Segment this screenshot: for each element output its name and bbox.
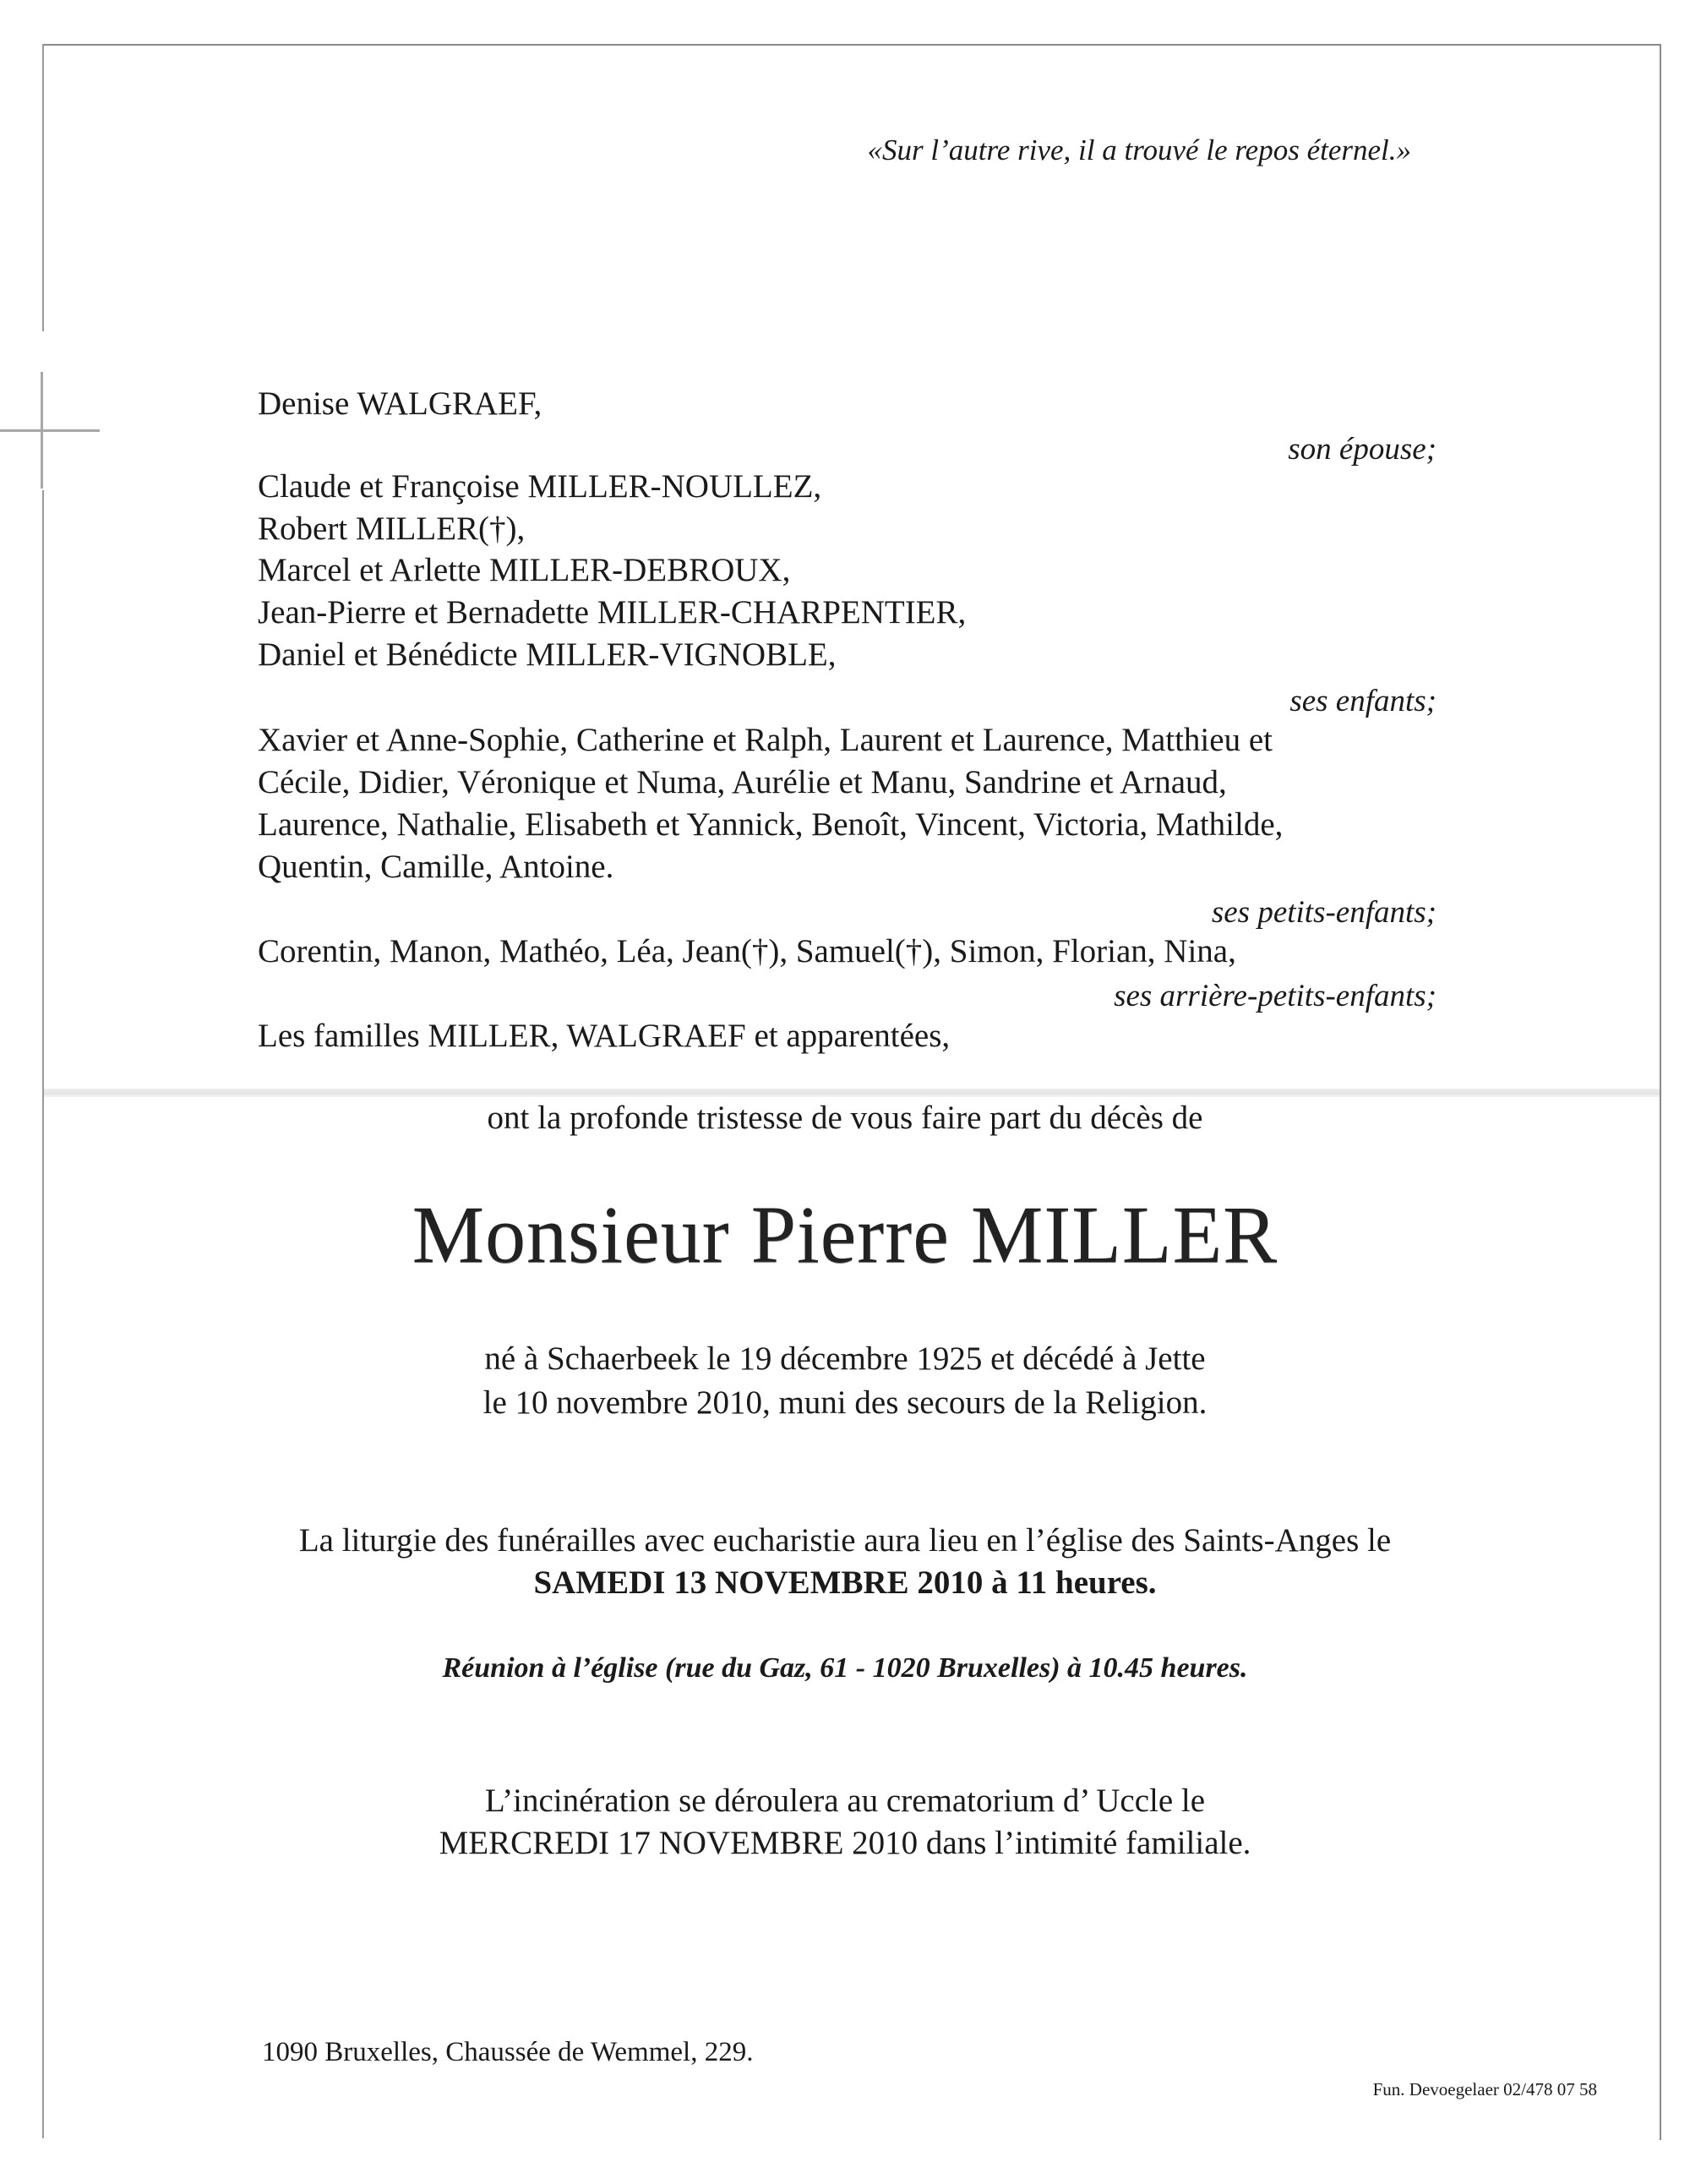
frame-left-edge — [42, 44, 44, 331]
liturgy-date: SAMEDI 13 NOVEMBRE 2010 à 11 heures. — [533, 1564, 1157, 1601]
funeral-home: Fun. Devoegelaer 02/478 07 58 — [1372, 2079, 1597, 2099]
birth-death-line: né à Schaerbeek le 19 décembre 1925 et décédé à Jette — [484, 1340, 1206, 1377]
deceased-name: Monsieur Pierre MILLER — [412, 1189, 1278, 1280]
family-address: 1090 Bruxelles, Chaussée de Wemmel, 229. — [262, 2037, 754, 2067]
grandchildren-line: Quentin, Camille, Antoine. — [258, 849, 614, 885]
birth-death-line: le 10 novembre 2010, muni des secours de la Religion. — [482, 1384, 1208, 1421]
epigraph-quote: «Sur l’autre rive, il a trouvé le repos éternel.» — [867, 134, 1411, 167]
great-grandchildren-line: Corentin, Manon, Mathéo, Léa, Jean(†), Samuel(†), Simon, Florian, Nina, — [258, 933, 1236, 969]
child-line: Daniel et Bénédicte MILLER-VIGNOBLE, — [258, 636, 837, 673]
liturgy-line: La liturgie des funérailles avec eucharistie aura lieu en l’église des Saints-Anges le — [298, 1522, 1392, 1559]
child-line: Robert MILLER(†), — [258, 511, 526, 547]
frame-left-edge — [42, 490, 44, 2138]
announcement: ont la profonde tristesse de vous faire part du décès de — [487, 1100, 1203, 1136]
families-line: Les familles MILLER, WALGRAEF et apparentées, — [258, 1018, 951, 1054]
fold-line — [44, 1089, 1660, 1097]
grandchildren-role: ses petits-enfants; — [1211, 895, 1436, 930]
great-grandchildren-role: ses arrière-petits-enfants; — [1114, 979, 1436, 1013]
registration-mark — [41, 372, 43, 489]
spouse-role: son épouse; — [1288, 432, 1436, 467]
child-line: Marcel et Arlette MILLER-DEBROUX, — [258, 552, 791, 588]
child-line: Jean-Pierre et Bernadette MILLER-CHARPENTIER, — [258, 594, 967, 631]
children-role: ses enfants; — [1289, 684, 1436, 718]
cremation-line: MERCREDI 17 NOVEMBRE 2010 dans l’intimité familiale. — [439, 1825, 1251, 1861]
grandchildren-line: Laurence, Nathalie, Elisabeth et Yannick, Benoît, Vincent, Victoria, Mathilde, — [258, 806, 1284, 843]
grandchildren-line: Xavier et Anne-Sophie, Catherine et Ralph, Laurent et Laurence, Matthieu et — [258, 722, 1273, 758]
spouse-name: Denise WALGRAEF, — [258, 385, 542, 422]
registration-mark — [0, 429, 100, 432]
meeting-line: Réunion à l’église (rue du Gaz, 61 - 1020 Bruxelles) à 10.45 heures. — [442, 1652, 1248, 1684]
cremation-line: L’incinération se déroulera au crematorium d’ Uccle le — [484, 1783, 1206, 1819]
grandchildren-line: Cécile, Didier, Véronique et Numa, Aurélie et Manu, Sandrine et Arnaud, — [258, 764, 1227, 800]
child-line: Claude et Françoise MILLER-NOULLEZ, — [258, 468, 822, 505]
